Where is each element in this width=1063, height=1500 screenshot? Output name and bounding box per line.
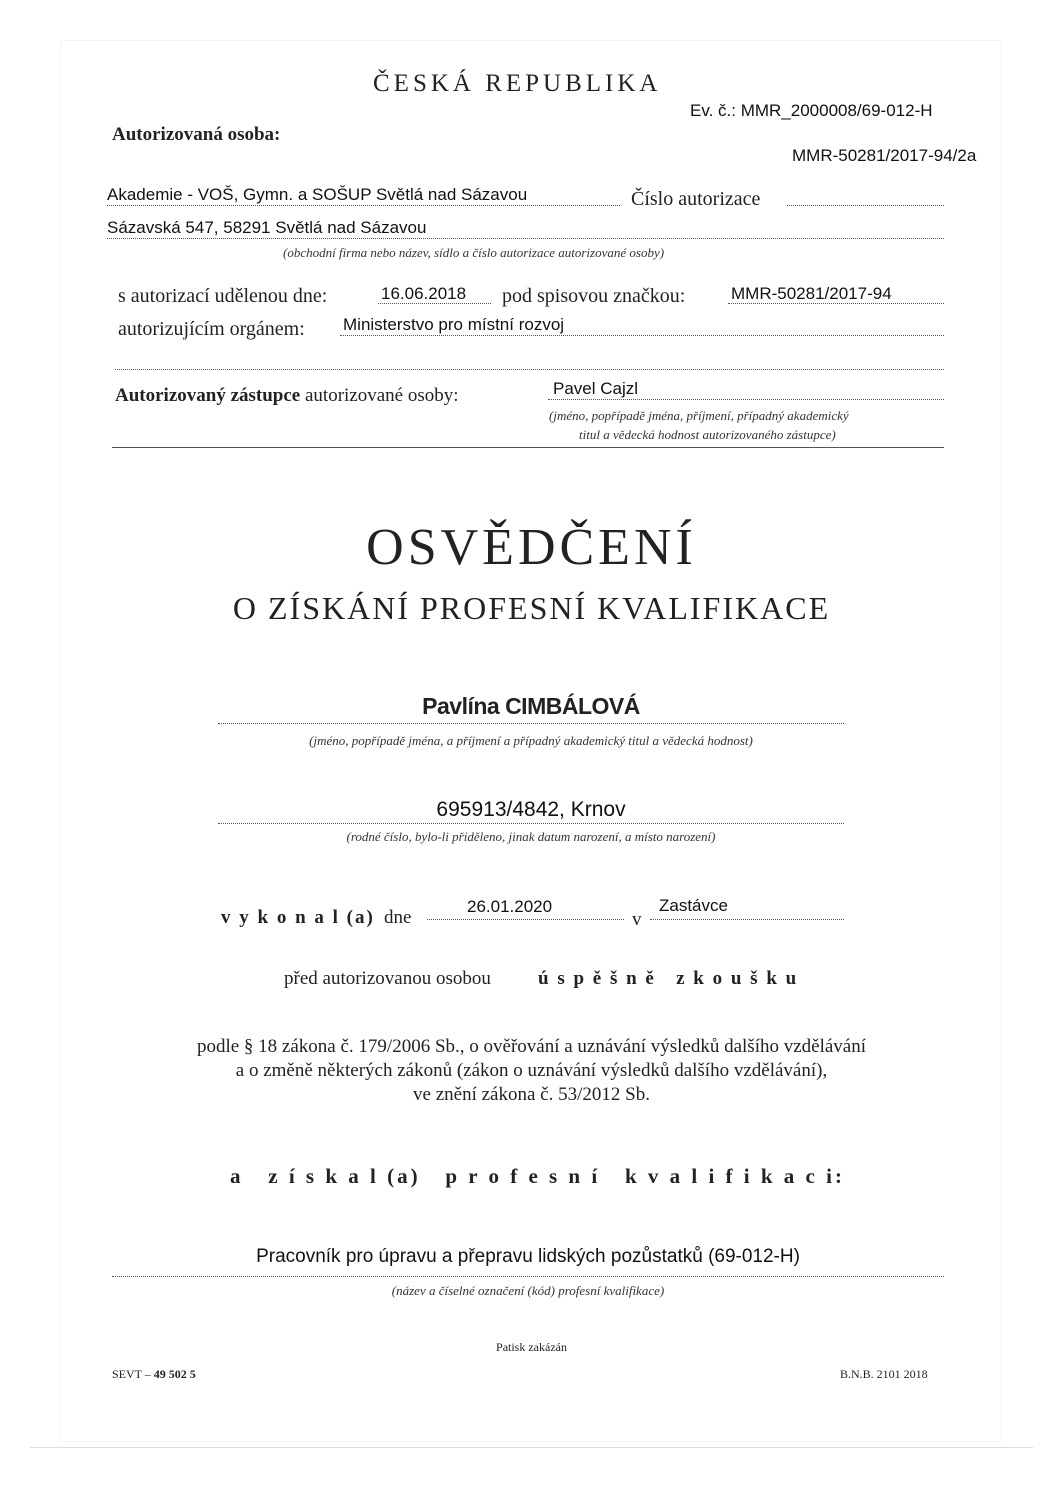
file-mark-line	[728, 303, 944, 304]
qualification-line	[112, 1276, 944, 1277]
exam-date: 26.01.2020	[467, 897, 553, 916]
success-text: ú s p ě š n ě z k o u š k u	[538, 968, 799, 989]
printer-code: B.N.B. 2101 2018	[840, 1367, 928, 1381]
holder-name: Pavlína CIMBÁLOVÁ	[422, 693, 640, 719]
authority-label: autorizujícím orgánem:	[118, 318, 305, 340]
holder-name-hint: (jméno, popřípadě jména, a příjmení a případný akademický titul a vědecká hodnost)	[309, 733, 753, 748]
ev-number: Ev. č.: MMR_2000008/69-012-H	[690, 101, 933, 120]
granted-date: 16.06.2018	[381, 284, 467, 303]
qualification-hint: (název a číselné označení (kód) profesní kvalifikace)	[391, 1283, 665, 1298]
authorized-person-label: Autorizovaná osoba:	[112, 124, 281, 145]
granted-label: s autorizací udělenou dne:	[118, 285, 328, 307]
holder-birth: 695913/4842, Krnov	[436, 798, 626, 821]
exam-place-line	[650, 919, 844, 920]
file-mark: MMR-50281/2017-94	[731, 284, 892, 303]
certificate-subtitle: O ZÍSKÁNÍ PROFESNÍ KVALIFIKACE	[232, 590, 831, 626]
qualification-name: Pracovník pro úpravu a přepravu lidských pozůstatků (69-012-H)	[256, 1246, 800, 1267]
authorization-number-line	[787, 205, 944, 206]
authority: Ministerstvo pro místní rozvoj	[343, 315, 565, 334]
file-mark-label: pod spisovou značkou:	[502, 285, 686, 307]
holder-name-line	[218, 723, 844, 724]
qualification-label: a z í s k a l (a) p r o f e s n í k v a l i f i k a c i:	[230, 1164, 845, 1188]
representative-label-bold: Autorizovaný zástupce	[115, 385, 301, 406]
performed-label: v y k o n a l (a)	[221, 907, 375, 928]
authorization-number-label: Číslo autorizace	[631, 188, 761, 210]
authorized-person-name: Akademie - VOŠ, Gymn. a SOŠUP Světlá nad Sázavou	[107, 185, 528, 204]
scan-edge-line	[30, 1447, 1033, 1448]
exam-place-label: v	[632, 909, 642, 930]
law-line-1: podle § 18 zákona č. 179/2006 Sb., o ověřování a uznávání výsledků dalšího vzdělávání	[196, 1036, 867, 1057]
before-text: před autorizovanou osobou	[284, 968, 491, 989]
exam-date-line	[427, 919, 624, 920]
certificate-title: OSVĚDČENÍ	[366, 519, 697, 576]
authorized-person-hint: (obchodní firma nebo název, sídlo a číslo autorizace autorizované osoby)	[283, 245, 665, 260]
representative-name: Pavel Cajzl	[553, 379, 639, 398]
blank-dotted-line	[115, 369, 944, 370]
address-dotted-line	[107, 238, 944, 239]
representative-label-row	[115, 385, 459, 407]
country-heading: ČESKÁ REPUBLIKA	[373, 70, 662, 97]
exam-place: Zastávce	[659, 896, 728, 915]
representative-hint-1: (jméno, popřípadě jména, příjmení, případný akademický	[549, 408, 849, 423]
representative-line	[548, 399, 944, 400]
file-reference: MMR-50281/2017-94/2a	[792, 146, 977, 165]
law-line-3: ve znění zákona č. 53/2012 Sb.	[413, 1084, 650, 1105]
separator-line	[112, 447, 944, 448]
law-line-2: a o změně některých zákonů (zákon o uznávání výsledků dalšího vzdělávání),	[235, 1060, 828, 1081]
form-code-prefix: SEVT –	[112, 1367, 151, 1381]
representative-hint-2: titul a vědecká hodnost autorizovaného zástupce)	[579, 427, 836, 442]
holder-birth-line	[218, 823, 844, 824]
form-code-row	[112, 1367, 196, 1382]
exam-date-label: dne	[384, 907, 412, 928]
representative-label-rest: autorizované osoby:	[304, 385, 459, 406]
authority-line	[340, 335, 944, 336]
name-dotted-line	[107, 205, 620, 206]
holder-birth-hint: (rodné číslo, bylo-li přiděleno, jinak datum narození, a místo narození)	[346, 829, 716, 844]
granted-date-line	[378, 303, 491, 304]
authorized-person-address: Sázavská 547, 58291 Světlá nad Sázavou	[107, 218, 427, 237]
form-code: 49 502 5	[153, 1367, 196, 1381]
reprint-notice: Patisk zakázán	[496, 1340, 567, 1354]
